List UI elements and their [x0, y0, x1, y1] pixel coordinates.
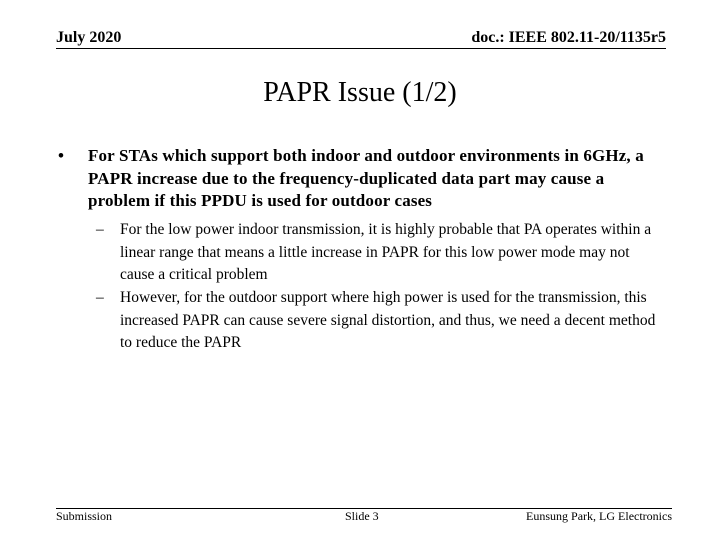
sub-bullet-mark: –	[96, 221, 104, 238]
header-divider	[56, 48, 666, 49]
slide-title: PAPR Issue (1/2)	[263, 77, 457, 108]
bullet-text: For STAs which support both indoor and outdoor environments in 6GHz, a PAPR increase due to the frequency-duplicated data part may cause a problem if this PPDU is used for outdoor cases	[88, 146, 644, 210]
sub-bullet-mark: –	[96, 289, 104, 306]
bullet-item	[58, 145, 668, 213]
sub-bullet-text: For the low power indoor transmission, it is highly probable that PA operates within a linear range that means a little increase in PAPR for this low power mode may not cause a critical problem	[120, 221, 652, 283]
footer-slide-number: Slide 3	[345, 509, 379, 523]
bullet-mark: •	[58, 146, 65, 165]
sub-bullet-item	[96, 287, 666, 355]
sub-bullet-text: However, for the outdoor support where high power is used for the transmission, this increased PAPR can cause severe signal distortion, and thus, we need a decent method to reduce the PAPR	[120, 289, 656, 351]
header-date: July 2020	[56, 29, 122, 46]
footer-author: Eunsung Park, LG Electronics	[526, 509, 672, 523]
sub-bullet-item	[96, 219, 666, 287]
header-doc-id: doc.: IEEE 802.11-20/1135r5	[471, 29, 666, 46]
footer-submission: Submission	[56, 509, 113, 523]
